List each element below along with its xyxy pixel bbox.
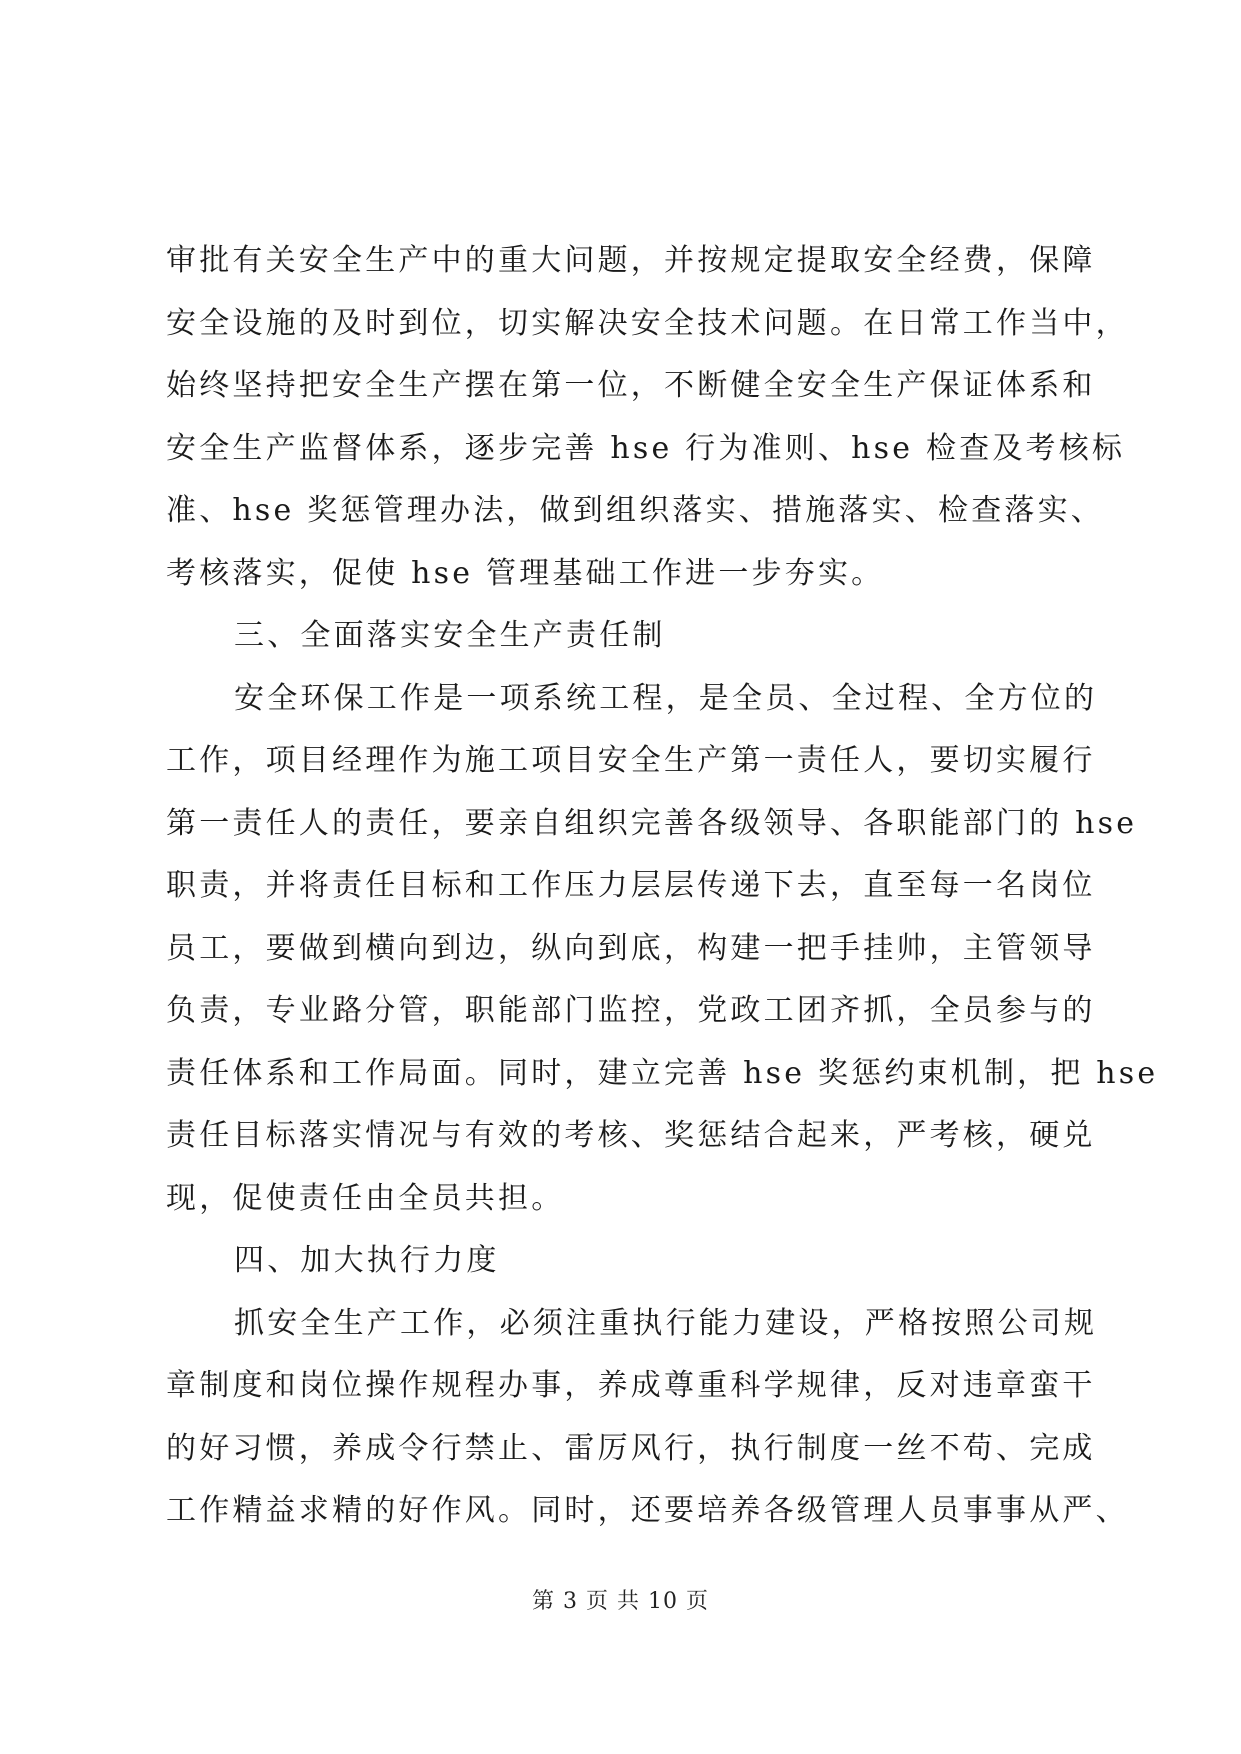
- text-line: 章制度和岗位操作规程办事，养成尊重科学规律，反对违章蛮干: [166, 1368, 1096, 1403]
- text-line: 安全生产监督体系，逐步完善 hse 行为准则、hse 检查及考核标: [166, 430, 1126, 466]
- text-line: 安全设施的及时到位，切实解决安全技术问题。在日常工作当中，: [166, 305, 1129, 341]
- text-line: 工作，项目经理作为施工项目安全生产第一责任人，要切实履行: [166, 743, 1096, 778]
- text-line: 抓安全生产工作，必须注重执行能力建设，严格按照公司规: [234, 1305, 1098, 1341]
- text-line: 始终坚持把安全生产摆在第一位，不断健全安全生产保证体系和: [166, 368, 1096, 403]
- text-line: 准、hse 奖惩管理办法，做到组织落实、措施落实、检查落实、: [166, 493, 1105, 528]
- text-line: 负责，专业路分管，职能部门监控，党政工团齐抓，全员参与的: [166, 993, 1096, 1028]
- text-line: 四、加大执行力度: [234, 1243, 500, 1278]
- page-footer: 第 3 页 共 10 页: [532, 1589, 709, 1614]
- text-line: 职责，并将责任目标和工作压力层层传递下去，直至每一名岗位: [166, 868, 1096, 903]
- body-text: [166, 230, 1159, 1543]
- text-line: 审批有关安全生产中的重大问题，并按规定提取安全经费，保障: [166, 243, 1096, 278]
- text-line: 的好习惯，养成令行禁止、雷厉风行，执行制度一丝不苟、完成: [166, 1430, 1096, 1466]
- text-line: 责任体系和工作局面。同时，建立完善 hse 奖惩约束机制，把 hse: [166, 1055, 1159, 1091]
- text-line: 现，促使责任由全员共担。: [166, 1180, 565, 1216]
- text-line: 工作精益求精的好作风。同时，还要培养各级管理人员事事从严、: [166, 1493, 1129, 1528]
- text-line: 员工，要做到横向到边，纵向到底，构建一把手挂帅，主管领导: [166, 930, 1096, 966]
- text-line: 安全环保工作是一项系统工程，是全员、全过程、全方位的: [234, 680, 1098, 716]
- text-line: 三、全面落实安全生产责任制: [234, 618, 666, 653]
- text-line: 第一责任人的责任，要亲自组织完善各级领导、各职能部门的 hse: [166, 805, 1138, 841]
- text-line: 责任目标落实情况与有效的考核、奖惩结合起来，严考核，硬兑: [166, 1118, 1096, 1153]
- text-line: 考核落实，促使 hse 管理基础工作进一步夯实。: [166, 555, 885, 591]
